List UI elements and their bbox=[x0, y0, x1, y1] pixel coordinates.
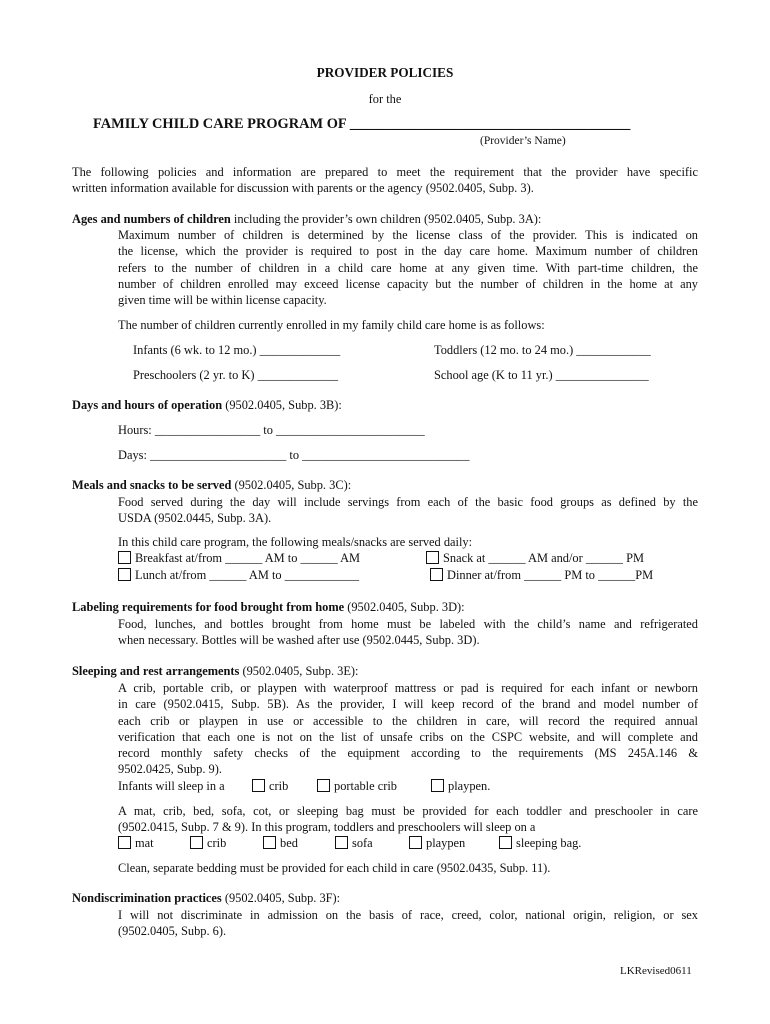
toddler-bed-checkbox[interactable] bbox=[263, 836, 276, 849]
ages-section-heading bbox=[72, 212, 541, 226]
toddler-bed-option[interactable] bbox=[263, 836, 298, 850]
meals-line: USDA (9502.0445, Subp. 3A). bbox=[118, 511, 272, 526]
toddlers-count-field[interactable]: Toddlers (12 mo. to 24 mo.) ____________ bbox=[434, 343, 651, 357]
infant-portable-crib-option[interactable] bbox=[317, 779, 397, 793]
sleeping-line: in care (9502.0415, Subp. 5B). As the provider, I will keep record of the brand and model number of bbox=[118, 697, 698, 712]
labeling-line: Food, lunches, and bottles brought from home must be labeled with the child’s name and refrigerated bbox=[118, 617, 698, 631]
sleeping-heading-bold: Sleeping and rest arrangements bbox=[72, 664, 240, 678]
infant-crib-option[interactable] bbox=[252, 779, 288, 793]
toddler-sleep-line: (9502.0415, Subp. 7 & 9). In this program, toddlers and preschoolers will sleep on a bbox=[118, 820, 536, 835]
toddler-sleeping-bag-checkbox[interactable] bbox=[499, 836, 512, 849]
sleeping-paragraph bbox=[118, 680, 698, 778]
dinner-option[interactable] bbox=[430, 568, 653, 582]
bedding-note: Clean, separate bedding must be provided for each child in care (9502.0435, Subp. 11). bbox=[118, 861, 551, 875]
nondiscrimination-section-heading bbox=[72, 891, 340, 905]
nondiscrimination-heading-ref: (9502.0405, Subp. 3F): bbox=[221, 891, 341, 905]
infants-count-field[interactable]: Infants (6 wk. to 12 mo.) _____________ bbox=[133, 343, 341, 357]
ages-line: Maximum number of children is determined by the license class of the provider. This is indicated on bbox=[118, 228, 698, 242]
intro-line: written information available for discussion with parents or the agency (9502.0405, Subp. 3). bbox=[72, 181, 534, 196]
hours-field[interactable]: Hours: _________________ to ________________________ bbox=[118, 423, 425, 437]
labeling-line: when necessary. Bottles will be washed after use (9502.0445, Subp. 3D). bbox=[118, 633, 480, 648]
infant-portable-crib-label: portable crib bbox=[334, 779, 397, 793]
toddler-sofa-option[interactable] bbox=[335, 836, 373, 850]
days-field[interactable]: Days: ______________________ to ___________________________ bbox=[118, 448, 470, 462]
toddler-mat-checkbox[interactable] bbox=[118, 836, 131, 849]
sleeping-line: verification that each one is not on the list of unsafe cribs on the CSPC website, and will complete and bbox=[118, 729, 698, 744]
ages-paragraph bbox=[118, 227, 698, 308]
nondiscrimination-line: I will not discriminate in admission on the basis of race, creed, color, national origin, religion, or sex bbox=[118, 908, 698, 922]
meals-line: Food served during the day will include servings from each of the basic food groups as defined by the bbox=[118, 495, 698, 509]
sleeping-line: A crib, portable crib, or playpen with waterproof mattress or pad is required for each infant or newborn bbox=[118, 681, 698, 695]
infant-playpen-checkbox[interactable] bbox=[431, 779, 444, 792]
toddler-playpen-option[interactable] bbox=[409, 836, 465, 850]
snack-option[interactable] bbox=[426, 551, 644, 565]
school-age-count-field[interactable]: School age (K to 11 yr.) _______________ bbox=[434, 368, 649, 382]
ages-line: given time will be within license capacity. bbox=[118, 293, 327, 308]
sleeping-line: 9502.0425, Subp. 9). bbox=[118, 762, 222, 777]
breakfast-label: Breakfast at/from ______ AM to ______ AM bbox=[135, 551, 361, 565]
toddler-mat-label: mat bbox=[135, 836, 154, 850]
dinner-label: Dinner at/from ______ PM to ______PM bbox=[447, 568, 654, 582]
days-heading-ref: (9502.0405, Subp. 3B): bbox=[222, 398, 342, 412]
toddler-crib-checkbox[interactable] bbox=[190, 836, 203, 849]
sleeping-heading-ref: (9502.0405, Subp. 3E): bbox=[239, 664, 359, 678]
days-heading-bold: Days and hours of operation bbox=[72, 398, 223, 412]
infant-portable-crib-checkbox[interactable] bbox=[317, 779, 330, 792]
intro-line: The following policies and information are prepared to meet the requirement that the provider have specific bbox=[72, 165, 698, 179]
lunch-option[interactable] bbox=[118, 568, 359, 582]
infant-sleep-options bbox=[118, 779, 698, 795]
meals-paragraph bbox=[118, 494, 698, 527]
toddler-bed-label: bed bbox=[280, 836, 298, 850]
toddler-sleeping-bag-option[interactable] bbox=[499, 836, 581, 850]
ages-line: refers to the number of children in a child care home at any given time. With part-time children, the bbox=[118, 260, 698, 275]
sleeping-line: each crib or playpen in use or accessible to the children in care, will record the required annual bbox=[118, 713, 698, 728]
ages-heading-bold: Ages and numbers of children bbox=[72, 212, 231, 226]
labeling-paragraph bbox=[118, 616, 698, 649]
revision-code: LKRevised0611 bbox=[620, 965, 692, 977]
breakfast-checkbox[interactable] bbox=[118, 551, 131, 564]
infant-playpen-label: playpen. bbox=[448, 779, 491, 793]
labeling-section-heading bbox=[72, 600, 465, 614]
provider-name-caption: (Provider’s Name) bbox=[480, 135, 566, 147]
breakfast-option[interactable] bbox=[118, 551, 360, 565]
days-section-heading bbox=[72, 398, 342, 412]
nondiscrimination-paragraph bbox=[118, 907, 698, 940]
ages-heading-ref: including the provider’s own children (9502.0405, Subp. 3A): bbox=[230, 212, 542, 226]
program-name-line[interactable]: FAMILY CHILD CARE PROGRAM OF _______________________________________ bbox=[93, 116, 631, 132]
toddler-crib-label: crib bbox=[207, 836, 227, 850]
nondiscrimination-heading-bold: Nondiscrimination practices bbox=[72, 891, 222, 905]
toddler-mat-option[interactable] bbox=[118, 836, 154, 850]
meals-section-heading bbox=[72, 478, 351, 492]
toddler-sleep-paragraph bbox=[118, 803, 698, 836]
preschoolers-count-field[interactable]: Preschoolers (2 yr. to K) _____________ bbox=[133, 368, 339, 382]
toddler-sofa-label: sofa bbox=[352, 836, 373, 850]
toddler-playpen-checkbox[interactable] bbox=[409, 836, 422, 849]
infant-playpen-option[interactable] bbox=[431, 779, 490, 793]
intro-paragraph bbox=[72, 164, 698, 197]
page-title: PROVIDER POLICIES bbox=[316, 65, 454, 80]
meals-heading-ref: (9502.0405, Subp. 3C): bbox=[231, 478, 352, 492]
infant-sleep-label: Infants will sleep in a bbox=[118, 779, 225, 793]
page-subtitle: for the bbox=[368, 92, 402, 106]
sleeping-section-heading bbox=[72, 664, 358, 678]
ages-line: the license, which the provider is required to post in the day care home. Maximum number of children bbox=[118, 244, 698, 259]
labeling-heading-bold: Labeling requirements for food brought from home bbox=[72, 600, 345, 614]
sleeping-line: record monthly safety checks of the equipment according to the requirements (MS 245A.146 & bbox=[118, 746, 698, 761]
snack-checkbox[interactable] bbox=[426, 551, 439, 564]
toddler-sleep-line: A mat, crib, bed, sofa, cot, or sleeping bag must be provided for each toddler and preschooler in care bbox=[118, 804, 698, 818]
infant-crib-label: crib bbox=[269, 779, 289, 793]
lunch-checkbox[interactable] bbox=[118, 568, 131, 581]
toddler-sleep-options bbox=[118, 836, 698, 852]
enrolled-intro: The number of children currently enrolled in my family child care home is as follows: bbox=[118, 318, 545, 332]
toddler-sofa-checkbox[interactable] bbox=[335, 836, 348, 849]
lunch-label: Lunch at/from ______ AM to ____________ bbox=[135, 568, 360, 582]
toddler-crib-option[interactable] bbox=[190, 836, 226, 850]
dinner-checkbox[interactable] bbox=[430, 568, 443, 581]
nondiscrimination-line: (9502.0405, Subp. 6). bbox=[118, 924, 227, 939]
snack-label: Snack at ______ AM and/or ______ PM bbox=[443, 551, 644, 565]
meals-heading-bold: Meals and snacks to be served bbox=[72, 478, 232, 492]
meals-served-intro: In this child care program, the following meals/snacks are served daily: bbox=[118, 535, 473, 549]
toddler-playpen-label: playpen bbox=[426, 836, 466, 850]
labeling-heading-ref: (9502.0405, Subp. 3D): bbox=[344, 600, 465, 614]
ages-line: number of children enrolled may exceed license capacity but the number of children in the home at any bbox=[118, 276, 698, 291]
toddler-sleeping-bag-label: sleeping bag. bbox=[516, 836, 582, 850]
infant-crib-checkbox[interactable] bbox=[252, 779, 265, 792]
